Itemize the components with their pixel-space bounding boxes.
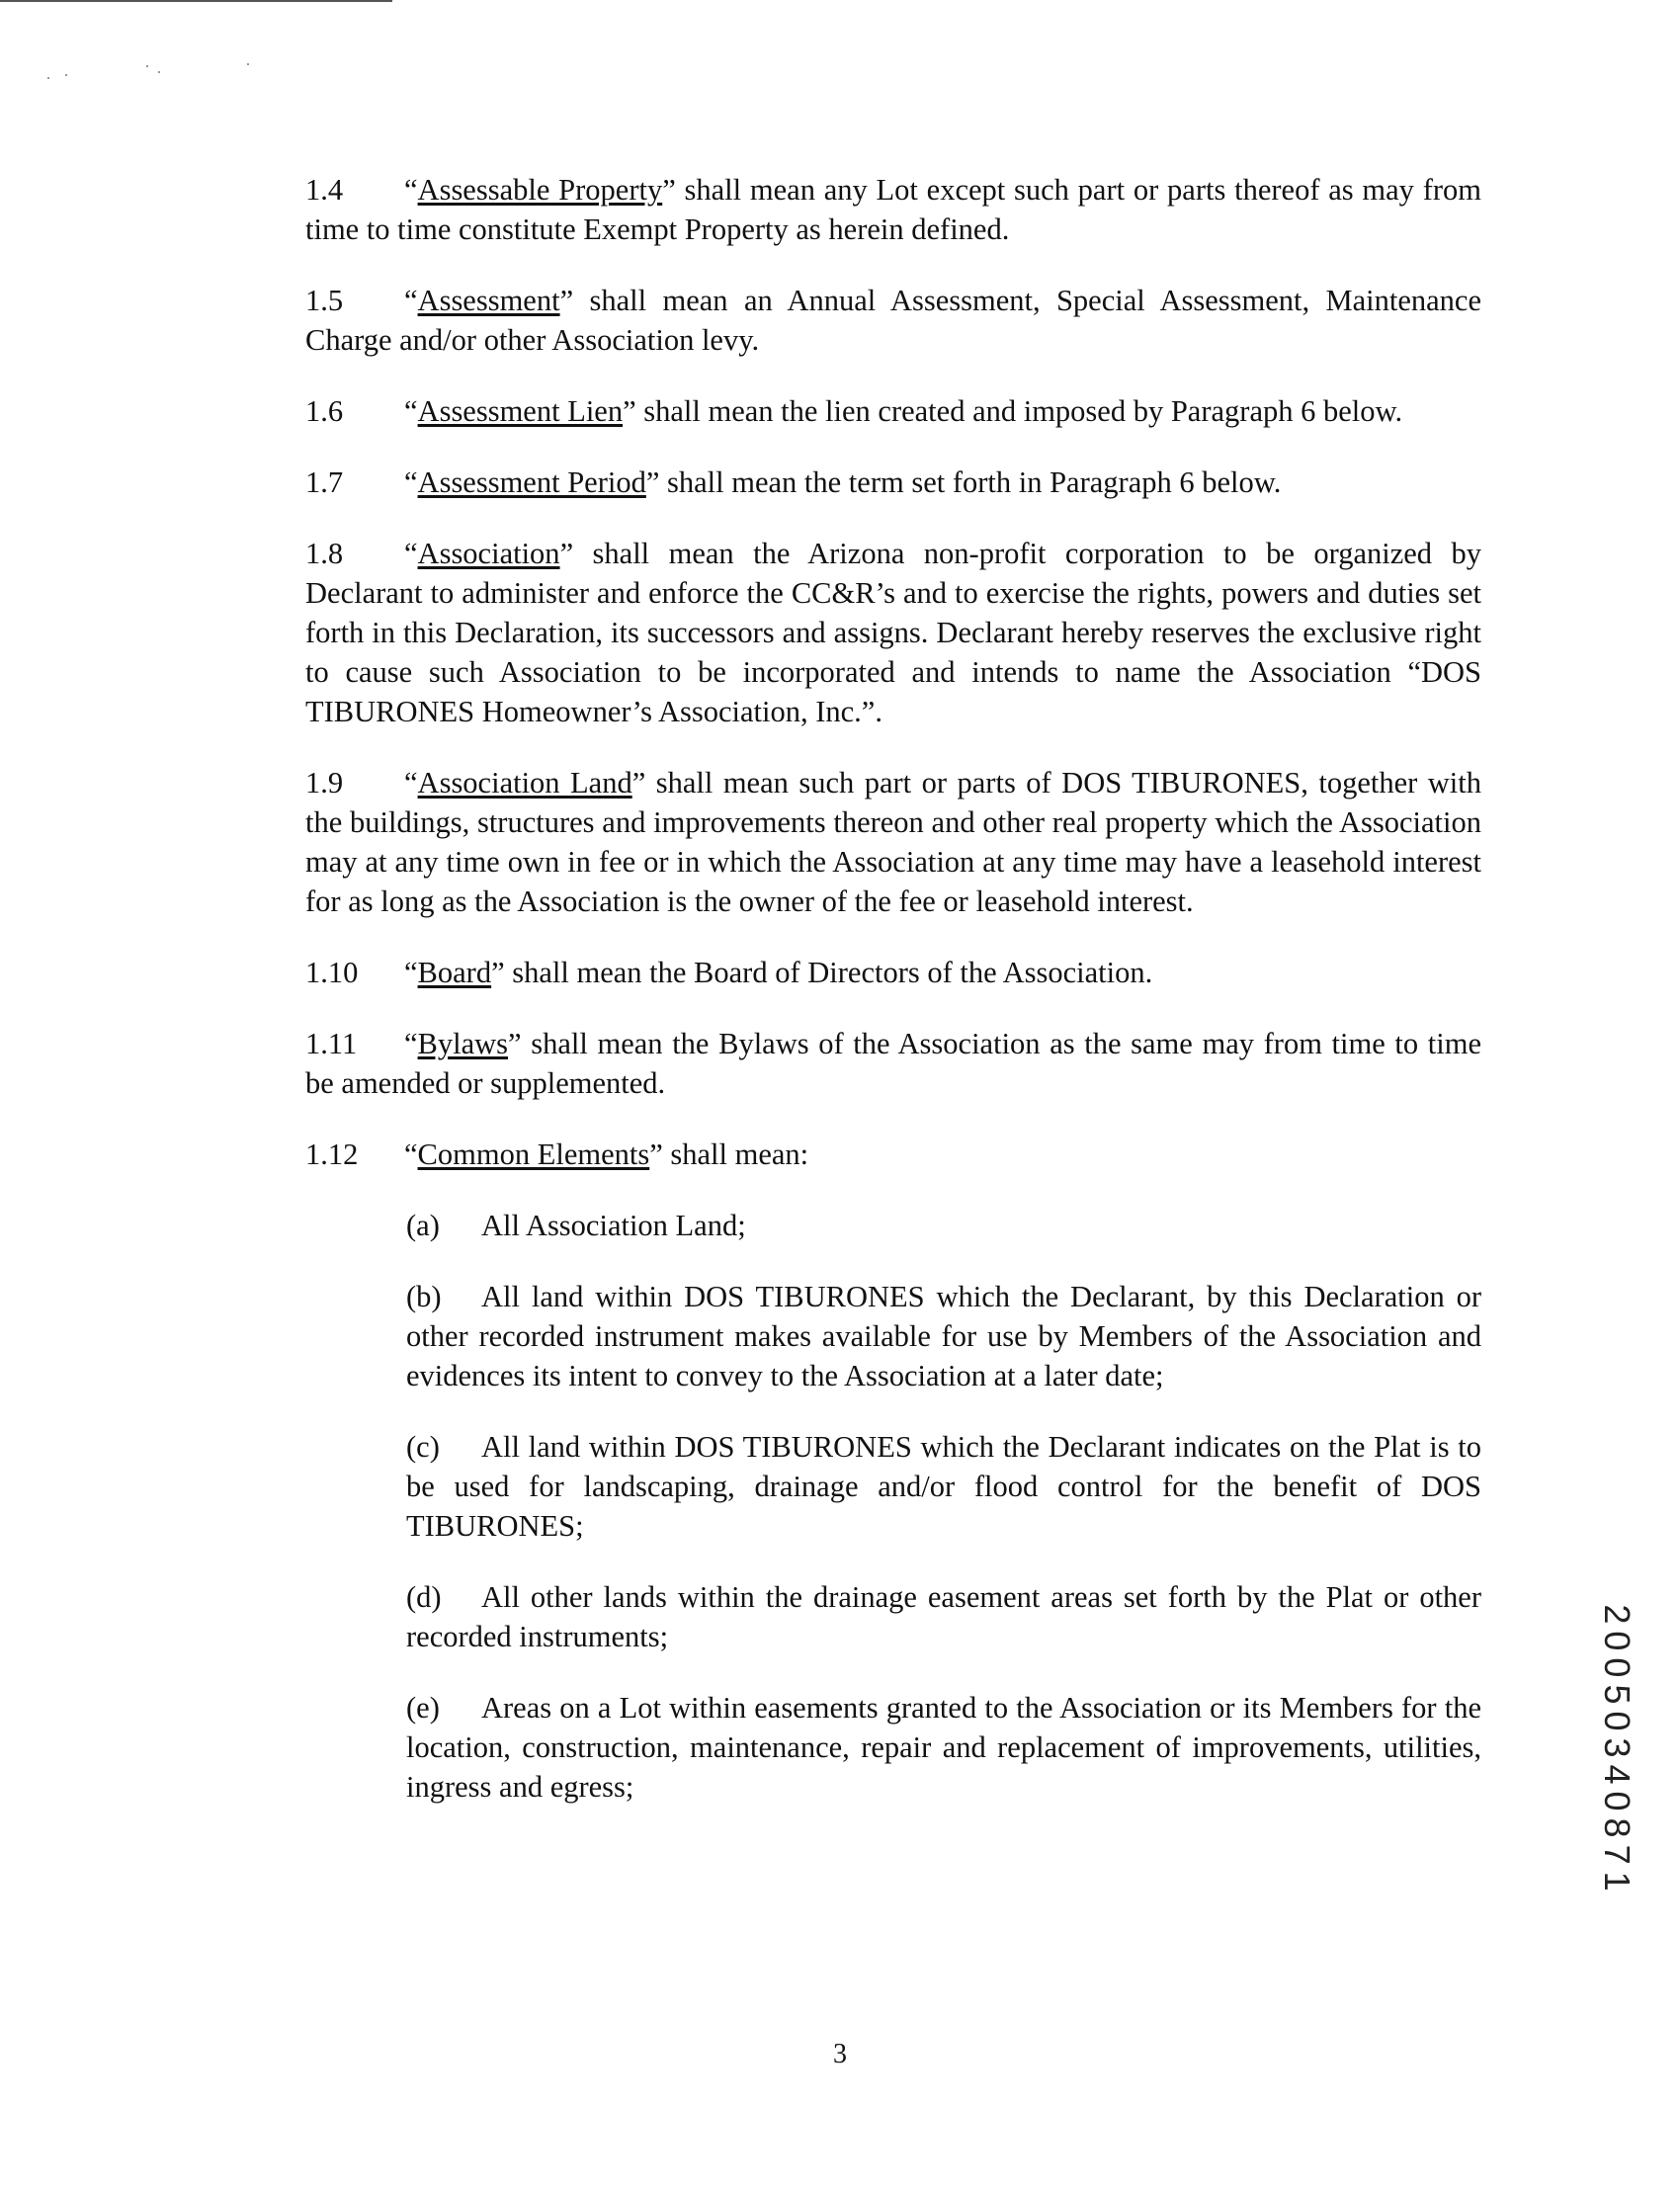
definition-text: shall mean the lien created and imposed by Paragraph 6 below.	[635, 394, 1403, 428]
common-element-e	[406, 1688, 1481, 1807]
definition-1-4	[305, 170, 1481, 249]
definition-text: shall mean the Bylaws of the Association as the same may from time to time be amended or supplemented.	[305, 1027, 1481, 1100]
defined-term: Common Elements	[417, 1137, 650, 1171]
close-quote: ”	[631, 766, 646, 800]
section-number: 1.5	[305, 284, 344, 317]
close-quote: ”	[623, 394, 636, 428]
close-quote: ”	[645, 465, 660, 499]
item-label: (b)	[406, 1280, 442, 1313]
definition-text: shall mean:	[662, 1137, 809, 1171]
definition-1-7	[305, 463, 1481, 502]
definition-text: shall mean any Lot except such part or parts thereof as may from time to time constitute Exempt Property as herein defined.	[305, 173, 1481, 246]
section-number: 1.11	[305, 1027, 358, 1060]
recording-number-text: 20050340871	[1597, 1604, 1638, 1898]
defined-term: Assessable Property	[417, 173, 663, 207]
close-quote: ”	[649, 1137, 663, 1171]
close-quote: ”	[491, 956, 505, 989]
page-number: 3	[833, 2039, 847, 2069]
definition-1-12	[305, 1135, 1481, 1174]
open-quote: “	[404, 465, 418, 499]
document-page	[305, 170, 1481, 1838]
open-quote: “	[404, 1027, 418, 1060]
section-number: 1.12	[305, 1137, 359, 1171]
section-number: 1.7	[305, 465, 344, 499]
definition-1-8	[305, 534, 1481, 731]
scan-speck	[65, 74, 67, 76]
common-element-b	[406, 1277, 1481, 1395]
section-number: 1.8	[305, 537, 344, 570]
defined-term: Assessment	[417, 284, 560, 317]
open-quote: “	[404, 284, 418, 317]
defined-term: Association Land	[417, 766, 632, 800]
close-quote: ”	[559, 284, 574, 317]
open-quote: “	[404, 173, 418, 207]
item-label: (e)	[406, 1691, 440, 1725]
recording-number	[1591, 1593, 1642, 1909]
section-number: 1.6	[305, 394, 344, 428]
open-quote: “	[404, 766, 418, 800]
close-quote: ”	[662, 173, 676, 207]
section-number: 1.4	[305, 173, 344, 207]
section-number: 1.10	[305, 956, 359, 989]
section-number: 1.9	[305, 766, 344, 800]
defined-term: Assessment Period	[417, 465, 646, 499]
item-text: All land within DOS TIBURONES which the Declarant indicates on the Plat is to be used for landscaping, drainage and/or flood control for the benefit of DOS TIBURONES;	[406, 1430, 1481, 1543]
item-label: (c)	[406, 1430, 440, 1464]
defined-term: Board	[417, 956, 492, 989]
definition-1-10	[305, 953, 1481, 992]
definition-1-5	[305, 281, 1481, 360]
open-quote: “	[404, 1137, 418, 1171]
definition-1-11	[305, 1024, 1481, 1103]
scan-speck	[158, 71, 160, 73]
defined-term: Assessment Lien	[417, 394, 624, 428]
scan-top-rule	[0, 0, 392, 2]
scan-speck	[247, 63, 249, 65]
definition-text: shall mean the Board of Directors of the Association.	[504, 956, 1153, 989]
open-quote: “	[404, 394, 418, 428]
item-label: (a)	[406, 1209, 440, 1242]
item-text: All land within DOS TIBURONES which the Declarant, by this Declaration or other recorded instrument makes available for use by Members of the Association and evidences its intent to convey to the Association at a later date;	[406, 1280, 1481, 1392]
definition-text: shall mean an Annual Assessment, Special Assessment, Maintenance Charge and/or other Association levy.	[305, 284, 1481, 357]
close-quote: ”	[559, 537, 574, 570]
scan-speck	[47, 77, 49, 79]
defined-term: Association	[417, 537, 560, 570]
definition-1-6	[305, 391, 1481, 431]
definition-text: shall mean the term set forth in Paragraph 6 below.	[659, 465, 1282, 499]
item-label: (d)	[406, 1580, 442, 1614]
definition-1-9	[305, 763, 1481, 921]
scan-speck	[146, 65, 148, 67]
common-element-d	[406, 1577, 1481, 1656]
open-quote: “	[404, 537, 418, 570]
close-quote: ”	[508, 1027, 522, 1060]
definition-text: shall mean such part or parts of DOS TIBURONES, together with the buildings, structures and improvements thereon and other real property which the Association may at any time own in fee or in which the Association at any time may have a leasehold interest for as long as the Association is the owner of the fee or leasehold interest.	[305, 766, 1482, 918]
item-text: Areas on a Lot within easements granted to the Association or its Members for the location, construction, maintenance, repair and replacement of improvements, utilities, ingress and egress;	[406, 1691, 1481, 1804]
item-text: All Association Land;	[481, 1209, 746, 1242]
defined-term: Bylaws	[417, 1027, 509, 1060]
definition-text: shall mean the Arizona non-profit corporation to be organized by Declarant to administer and enforce the CC&R’s and to exercise the rights, powers and duties set forth in this Declaration, its successors and assigns. Declarant hereby reserves the exclusive right to cause such Association to be incorporated and intends to name the Association “DOS TIBURONES Homeowner’s Association, Inc.”.	[305, 537, 1481, 728]
common-element-a	[406, 1206, 1481, 1245]
common-element-c	[406, 1427, 1481, 1546]
open-quote: “	[404, 956, 418, 989]
item-text: All other lands within the drainage easement areas set forth by the Plat or other recorded instruments;	[406, 1580, 1481, 1653]
